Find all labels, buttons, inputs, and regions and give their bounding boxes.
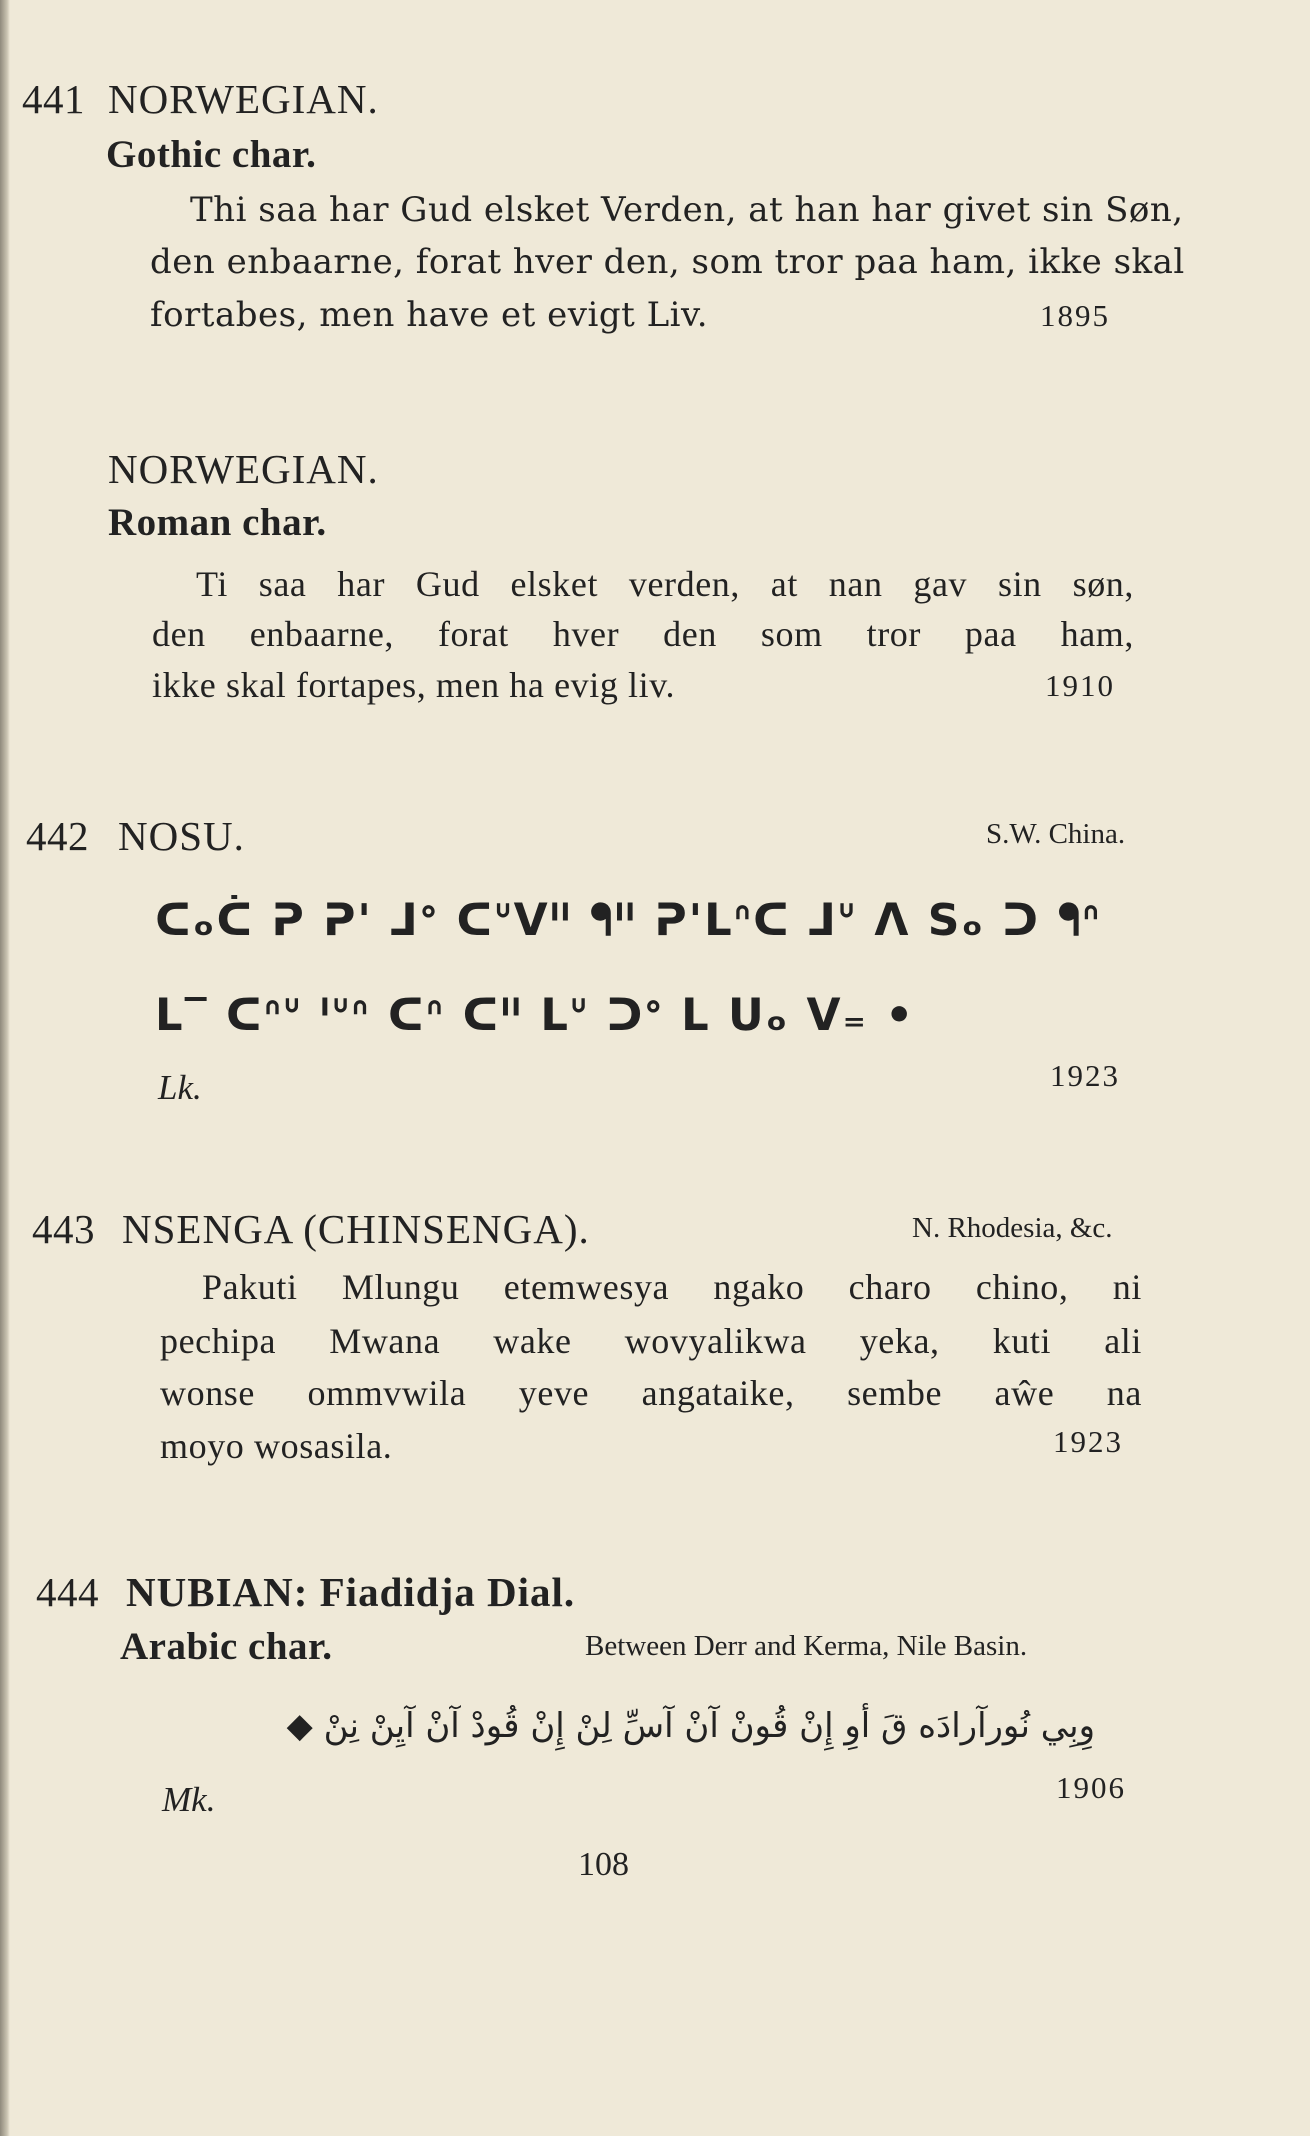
verse-line: wonse ommvwila yeve angataike, sembe aŵe na [160,1373,1142,1413]
verse-line: den enbaarne, forat hver den som tror paa ham, [152,614,1134,654]
language-heading: NORWEGIAN. [108,446,379,492]
script-line: ᒪ‾ ᑕᐢᐡ ᑊᐡᐢ ᑕᐢ ᑕᐦ ᒪᐡ ᑐᐤ ᒪ ᑌₒ ᐯ₌ • [155,990,916,1041]
entry-number: 444 [36,1569,99,1615]
region-label: N. Rhodesia, &c. [912,1212,1113,1244]
verse-line: pechipa Mwana wake wovyalikwa yeka, kuti ali [160,1321,1142,1361]
publication-year: 1923 [1050,1058,1120,1093]
region-label: Between Derr and Kerma, Nile Basin. [585,1630,1028,1662]
entry-number: 443 [32,1206,95,1252]
script-subheading: Roman char. [108,501,327,544]
language-heading: NSENGA (CHINSENGA). [122,1206,590,1252]
publication-year: 1906 [1056,1770,1126,1805]
region-label: S.W. China. [986,818,1126,850]
scripture-reference: Lk. [158,1068,202,1107]
publication-year: 1895 [1040,298,1110,333]
script-subheading: Gothic char. [106,133,317,176]
publication-year: 1923 [1053,1424,1123,1459]
page-number: 108 [578,1846,629,1883]
entry-number: 441 [22,76,85,122]
script-subheading: Arabic char. [120,1625,333,1668]
arabic-script-line: وِبِي نُورآرادَه قَ أوِ إِنْ قُونْ آنْ آسِّ لِنْ إِنْ قُودْ آنْ آيِنْ نِنْ ◆ [286,1706,1095,1746]
publication-year: 1910 [1045,668,1115,703]
verse-line: Pakuti Mlungu etemwesya ngako charo chino, ni [202,1267,1142,1307]
language-heading: NOSU. [118,813,245,859]
verse-line: fortabes, men have et evigt Liv. [150,295,709,335]
verse-line: moyo wosasila. [160,1426,393,1466]
scripture-reference: Mk. [162,1780,216,1819]
entry-number: 442 [26,813,89,859]
verse-line: Ti saa har Gud elsket verden, at nan gav sin søn, [196,564,1134,604]
script-line: ᑕₒᑖ ᕈ ᕈ' ᒧᐤ ᑕᐡᐯᐦ ᖳᐦ ᕈ'ᒪᐢᑕ ᒧᐡ ᐱ Sₒ ᑐ ᖳᐢ [155,895,1102,946]
verse-line: ikke skal fortapes, men ha evig liv. [152,665,676,705]
language-heading: NORWEGIAN. [108,76,379,122]
verse-line: Thi saa har Gud elsket Verden, at han har givet sin Søn, [190,190,1184,230]
verse-line: den enbaarne, forat hver den, som tror paa ham, ikke skal [150,242,1185,282]
language-heading: NUBIAN: Fiadidja Dial. [126,1569,576,1615]
